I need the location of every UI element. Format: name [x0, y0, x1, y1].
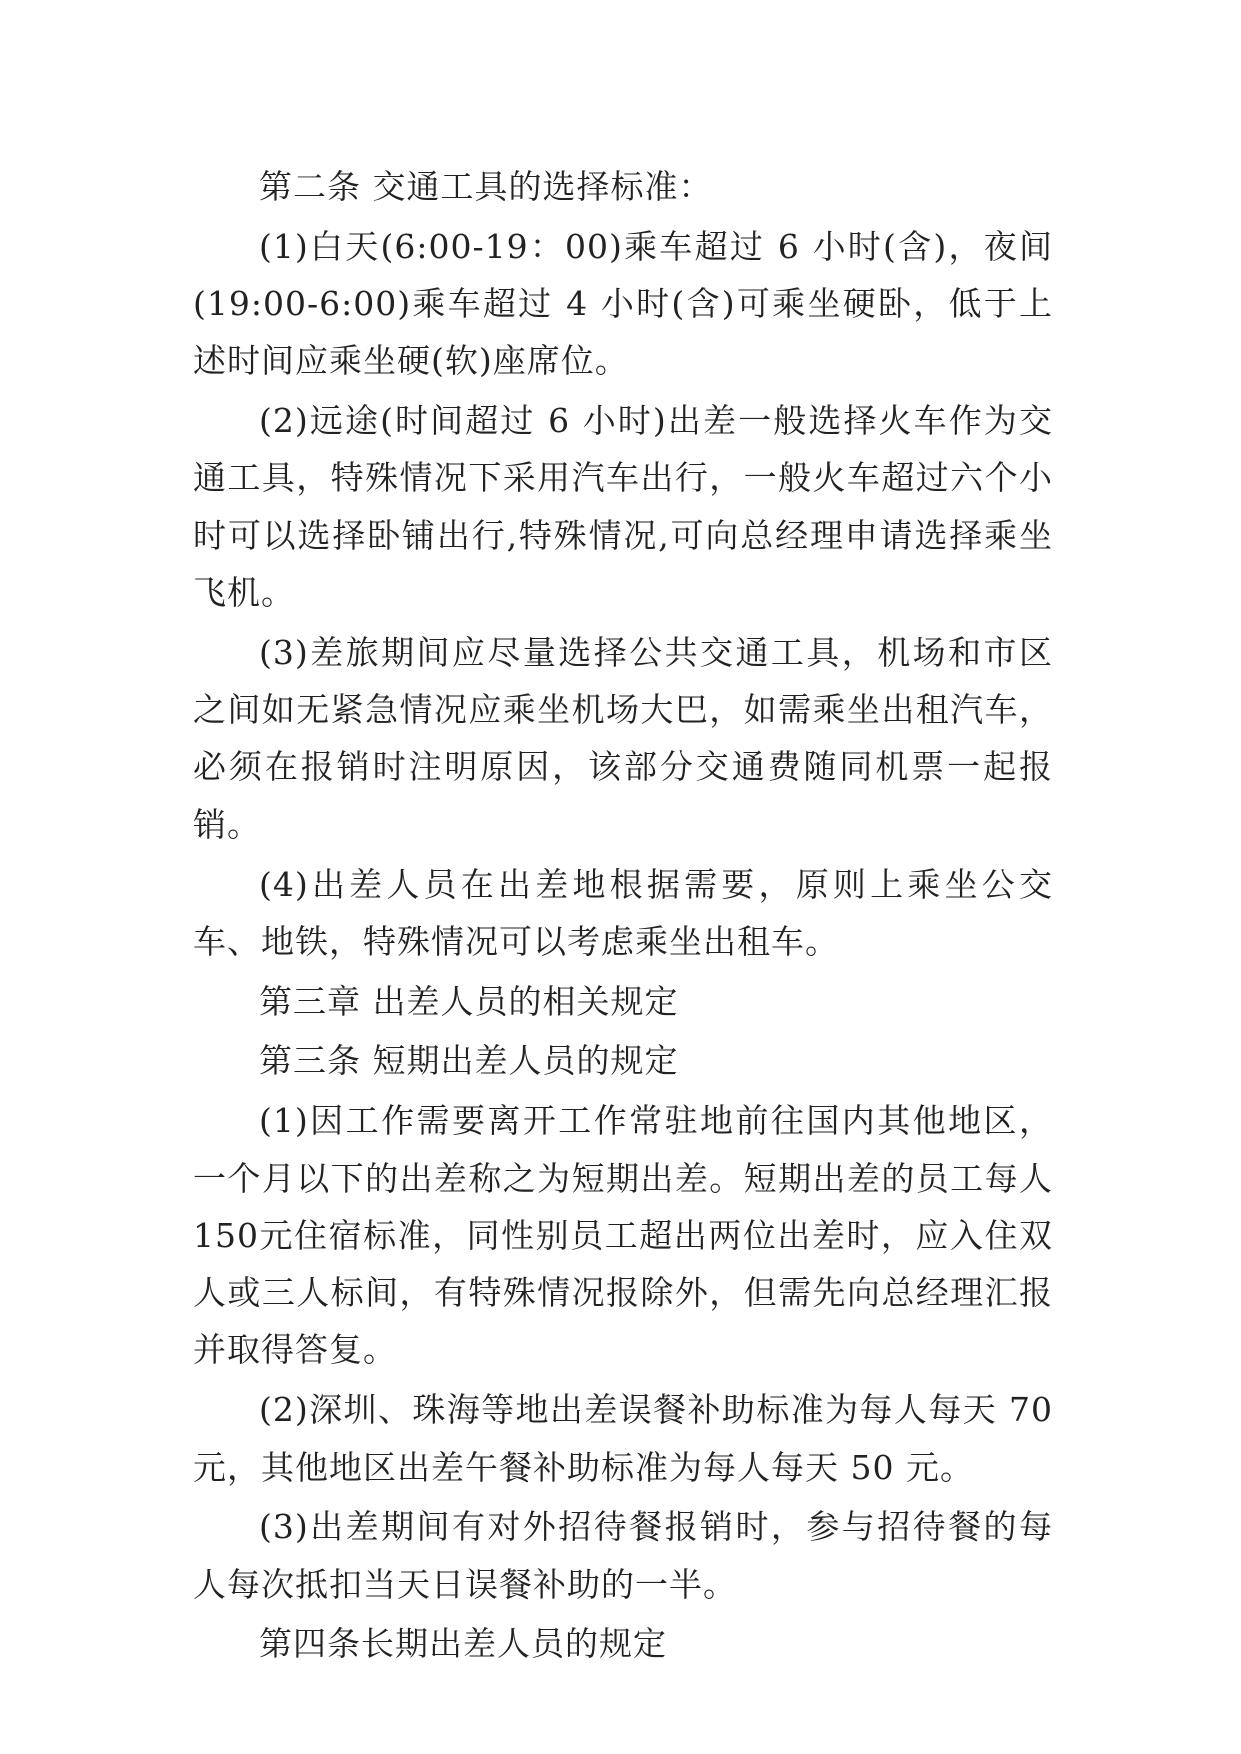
article-2-item-1: (1)白天(6:00-19：00)乘车超过 6 小时(含)，夜间(19:00-6:00)乘车超过 4 小时(含)可乘坐硬卧，低于上述时间应乘坐硬(软)座席位。: [193, 226, 1053, 381]
article-3-item-3: (3)出差期间有对外招待餐报销时，参与招待餐的每人每次抵扣当天日误餐补助的一半。: [193, 1507, 1053, 1604]
article-3-item-1: (1)因工作需要离开工作常驻地前往国内其他地区，一个月以下的出差称之为短期出差。短期出差的员工每人 150元住宿标准，同性别员工超出两位出差时，应入住双人或三人标间，有特殊情况报除外，但需先向总经理汇报并取得答复。: [193, 1101, 1053, 1370]
article-3-item-2: (2)深圳、珠海等地出差误餐补助标准为每人每天 70 元，其他地区出差午餐补助标准为每人每天 50 元。: [193, 1390, 1053, 1487]
article-2-heading: 第二条 交通工具的选择标准：: [259, 167, 713, 206]
chapter-3-heading: 第三章 出差人员的相关规定: [259, 981, 679, 1021]
article-4-heading: 第四条长期出差人员的规定: [259, 1624, 667, 1664]
document-body: [193, 158, 1053, 1673]
article-2-item-3: (3)差旅期间应尽量选择公共交通工具，机场和市区之间如无紧急情况应乘坐机场大巴，如需乘坐出租汽车，必须在报销时注明原因，该部分交通费随同机票一起报销。: [193, 632, 1053, 844]
article-2-item-2: (2)远途(时间超过 6 小时)出差一般选择火车作为交通工具，特殊情况下采用汽车出行，一般火车超过六个小时可以选择卧铺出行,特殊情况,可向总经理申请选择乘坐飞机。: [193, 401, 1053, 613]
article-3-heading: 第三条 短期出差人员的规定: [259, 1041, 679, 1081]
article-2-item-4: (4)出差人员在出差地根据需要，原则上乘坐公交车、地铁，特殊情况可以考虑乘坐出租车。: [193, 864, 1053, 961]
